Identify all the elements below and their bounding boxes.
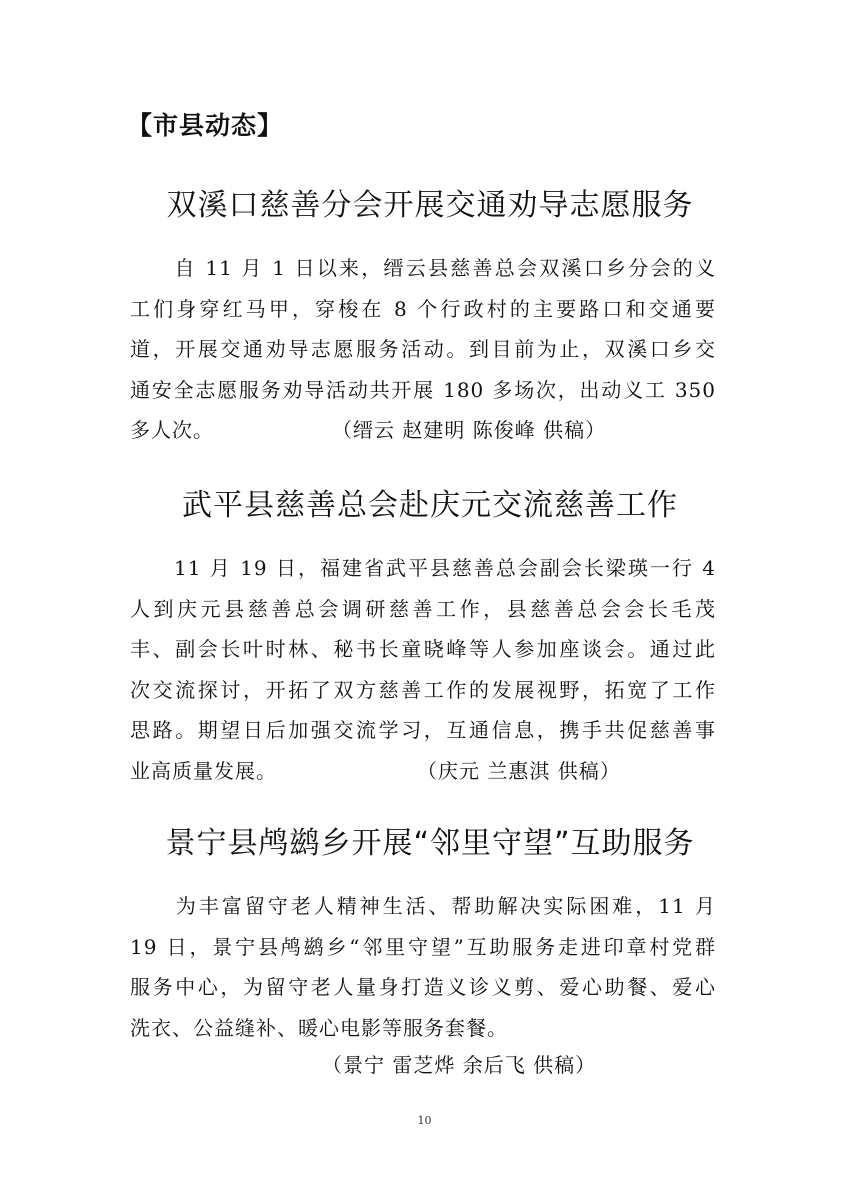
body-line: 通安全志愿服务劝导活动共开展 180 多场次，出动义工 350 xyxy=(130,377,716,402)
body-line: 人到庆元县慈善总会调研慈善工作，县慈善总会会长毛茂 xyxy=(130,596,716,621)
article-title: 景宁县鸬鹚乡开展“邻里守望”互助服务 xyxy=(165,826,695,861)
body-line: 服务中心，为留守老人量身打造义诊义剪、爱心助餐、爱心 xyxy=(130,975,716,999)
body-last-text: 业高质量发展。 xyxy=(130,758,277,783)
article-body xyxy=(130,248,716,451)
body-line: 丰、副会长叶时林、秘书长童晓峰等人参加座谈会。通过此 xyxy=(130,637,716,661)
article-body xyxy=(130,886,716,1048)
body-line: 工们身穿红马甲，穿梭在 8 个行政村的主要路口和交通要 xyxy=(130,296,716,321)
body-line: 自 11 月 1 日以来，缙云县慈善总会双溪口乡分会的义 xyxy=(130,256,716,280)
article-title: 双溪口慈善分会开展交通劝导志愿服务 xyxy=(166,188,694,223)
body-line: 为丰富留守老人精神生活、帮助解决实际困难，11 月 xyxy=(130,894,716,918)
body-line xyxy=(130,751,716,792)
article-credit: （景宁 雷芝烨 余后飞 供稿） xyxy=(322,1053,597,1077)
page-number: 10 xyxy=(417,1114,432,1127)
body-line: 洗衣、公益缝补、暖心电影等服务套餐。 xyxy=(130,1015,508,1040)
article-credit: （庆元 兰惠淇 供稿） xyxy=(417,758,621,783)
body-line: 思路。期望日后加强交流学习，互通信息，携手共促慈善事 xyxy=(130,718,716,742)
article-body xyxy=(130,548,716,791)
body-line: 19 日，景宁县鸬鹚乡“邻里守望”互助服务走进印章村党群 xyxy=(130,934,716,959)
article-title: 武平县慈善总会赴庆元交流慈善工作 xyxy=(182,488,678,523)
body-line: 道，开展交通劝导志愿服务活动。到目前为止，双溪口乡交 xyxy=(130,337,716,361)
body-last-text: 多人次。 xyxy=(130,418,214,442)
body-line: 11 月 19 日，福建省武平县慈善总会副会长梁瑛一行 4 xyxy=(130,556,716,580)
body-line xyxy=(130,410,716,451)
body-line: 次交流探讨，开拓了双方慈善工作的发展视野，拓宽了工作 xyxy=(130,677,716,702)
article-credit: （缙云 赵建明 陈俊峰 供稿） xyxy=(332,418,607,442)
section-tag: 【市县动态】 xyxy=(127,111,284,140)
